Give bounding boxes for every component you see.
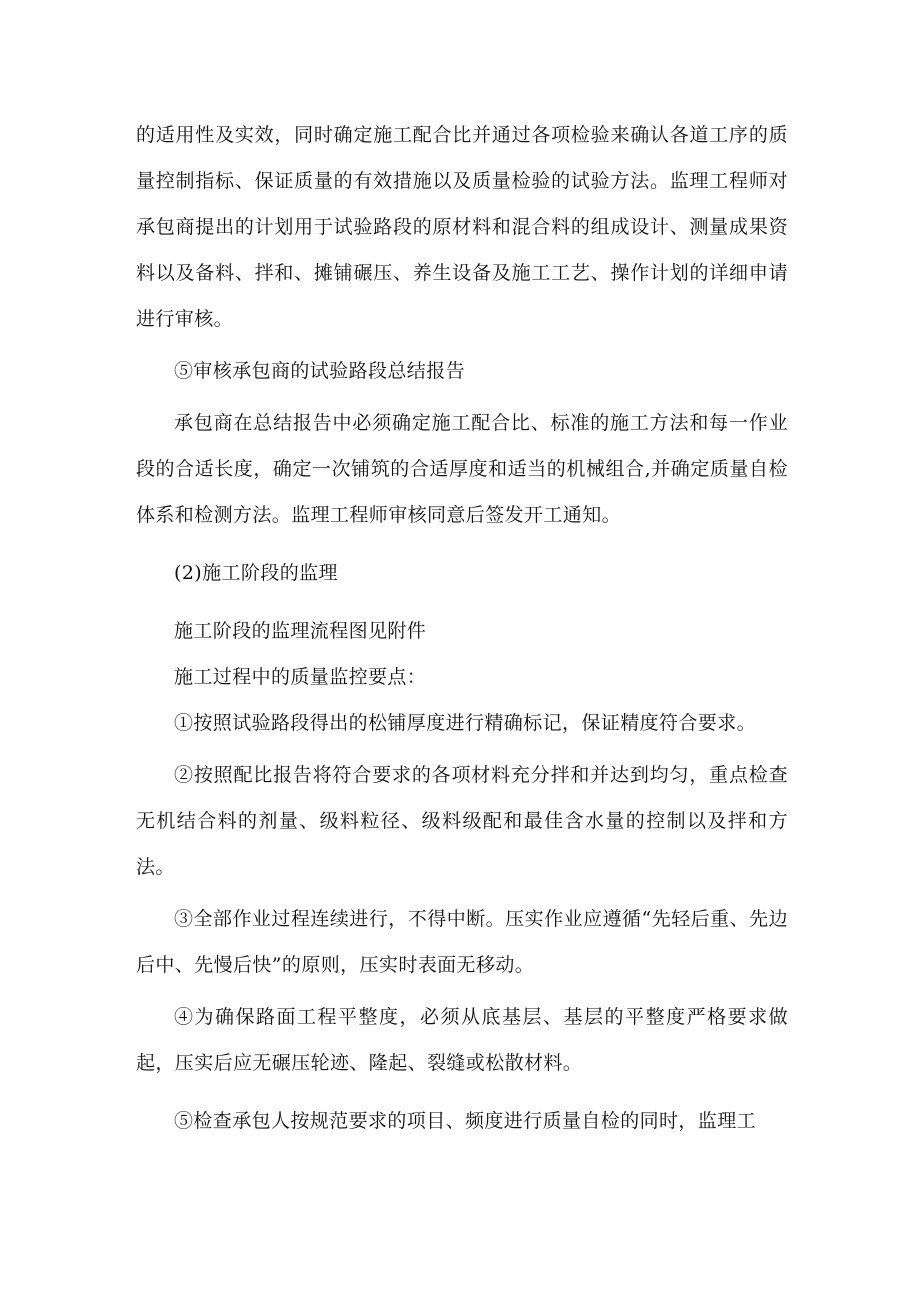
paragraph-point-5: ⑤检查承包人按规范要求的项目、频度进行质量自检的同时，监理工	[174, 1110, 757, 1132]
paragraph-summary-report: 承包商在总结报告中必须确定施工配合比、标准的施工方法和每一作业段的合适长度，确定一次铺筑的合适厚度和适当的机械组合,并确定质量自检体系和检测方法。监理工程师审核同意后签发开工通知。	[136, 412, 788, 526]
paragraph-flowchart-reference: 施工阶段的监理流程图见附件	[174, 620, 427, 642]
paragraph-point-3: ③全部作业过程连续进行，不得中断。压实作业应遵循“先轻后重、先边后中、先慢后快”的原则，压实时表面无移动。	[136, 908, 788, 976]
section-heading-construction-stage: (2)施工阶段的监理	[174, 562, 338, 584]
paragraph-heading-review-summary: ⑤审核承包商的试验路段总结报告	[174, 360, 466, 382]
paragraph-continuation: 的适用性及实效，同时确定施工配合比并通过各项检验来确认各道工序的质量控制指标、保证质量的有效措施以及质量检验的试验方法。监理工程师对承包商提出的计划用于试验路段的原材料和混合料的组成设计、测量成果资料以及备料、拌和、摊铺碾压、养生设备及施工工艺、操作计划的详细申请进行审核。	[136, 124, 788, 330]
document-body	[136, 112, 788, 1144]
paragraph-point-2: ②按照配比报告将符合要求的各项材料充分拌和并达到均匀，重点检查无机结合料的剂量、级料粒径、级料级配和最佳含水量的控制以及拌和方法。	[136, 764, 788, 878]
paragraph-point-4: ④为确保路面工程平整度，必须从底基层、基层的平整度严格要求做起，压实后应无碾压轮迹、隆起、裂缝或松散材料。	[136, 1006, 788, 1074]
paragraph-point-1: ①按照试验路段得出的松铺厚度进行精确标记，保证精度符合要求。	[174, 712, 757, 734]
paragraph-control-points-intro: 施工过程中的质量监控要点：	[174, 666, 427, 688]
